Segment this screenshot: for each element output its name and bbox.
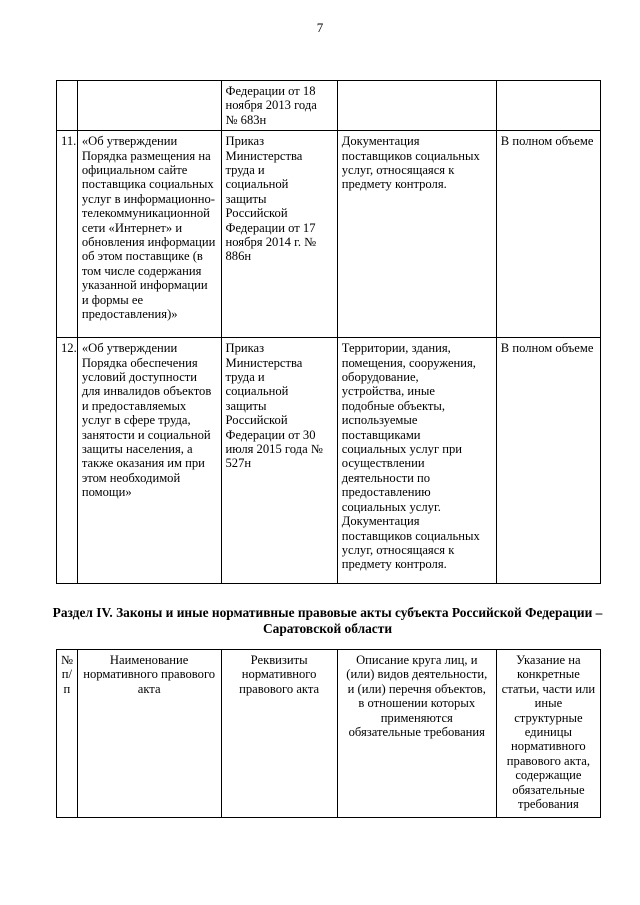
row-number	[57, 81, 78, 131]
scope-description: Территории, здания, помещения, сооружения, оборудование, устройства, иные подобные объекты, используемые поставщиками социальных услуг при осуществлении деятельности по предоставлению социальных услуг. Документация поставщиков социальных услуг, относящаяся к предмету контроля.	[337, 338, 496, 584]
table-row	[57, 81, 601, 131]
row-number: 12.	[57, 338, 78, 584]
table-header-row	[57, 650, 601, 818]
act-requisites: Приказ Министерства труда и социальной защиты Российской Федерации от 30 июля 2015 года № 527н	[221, 338, 337, 584]
act-name	[77, 81, 221, 131]
requirements-table-regional	[56, 649, 601, 818]
act-requisites: Приказ Министерства труда и социальной защиты Российской Федерации от 17 ноября 2014 г. № 886н	[221, 131, 337, 338]
requirement-units	[496, 81, 600, 131]
header-scope-description: Описание круга лиц, и (или) видов деятельности, и (или) перечня объектов, в отношении которых применяются обязательные требования	[337, 650, 496, 818]
act-requisites: Федерации от 18 ноября 2013 года № 683н	[221, 81, 337, 131]
act-name: «Об утверждении Порядка размещения на официальном сайте поставщика социальных услуг в информационно- телекоммуникационной сети «Интернет» и обновления информации об этом поставщике (в том числе содержания указанной информации и формы ее предоставления)»	[77, 131, 221, 338]
act-name: «Об утверждении Порядка обеспечения условий доступности для инвалидов объектов и предоставляемых услуг в сфере труда, занятости и социальной защиты населения, а также оказания им при этом необходимой помощи»	[77, 338, 221, 584]
page-number: 7	[316, 20, 324, 35]
table-row	[57, 131, 601, 338]
requirement-units: В полном объеме	[496, 338, 600, 584]
requirement-units: В полном объеме	[496, 131, 600, 338]
row-number: 11.	[57, 131, 78, 338]
requirements-table-federal	[56, 80, 601, 584]
header-act-name: Наименование нормативного правового акта	[77, 650, 221, 818]
scope-description	[337, 81, 496, 131]
scope-description: Документация поставщиков социальных услуг, относящаяся к предмету контроля.	[337, 131, 496, 338]
header-requirement-units: Указание на конкретные статьи, части или иные структурные единицы нормативного правового акта, содержащие обязательные требования	[496, 650, 600, 818]
table-row	[57, 338, 601, 584]
header-number: № п/п	[57, 650, 78, 818]
header-requisites: Реквизиты нормативного правового акта	[221, 650, 337, 818]
section-title: Раздел IV. Законы и иные нормативные правовые акты субъекта Российской Федерации – Саратовской области	[52, 605, 603, 636]
